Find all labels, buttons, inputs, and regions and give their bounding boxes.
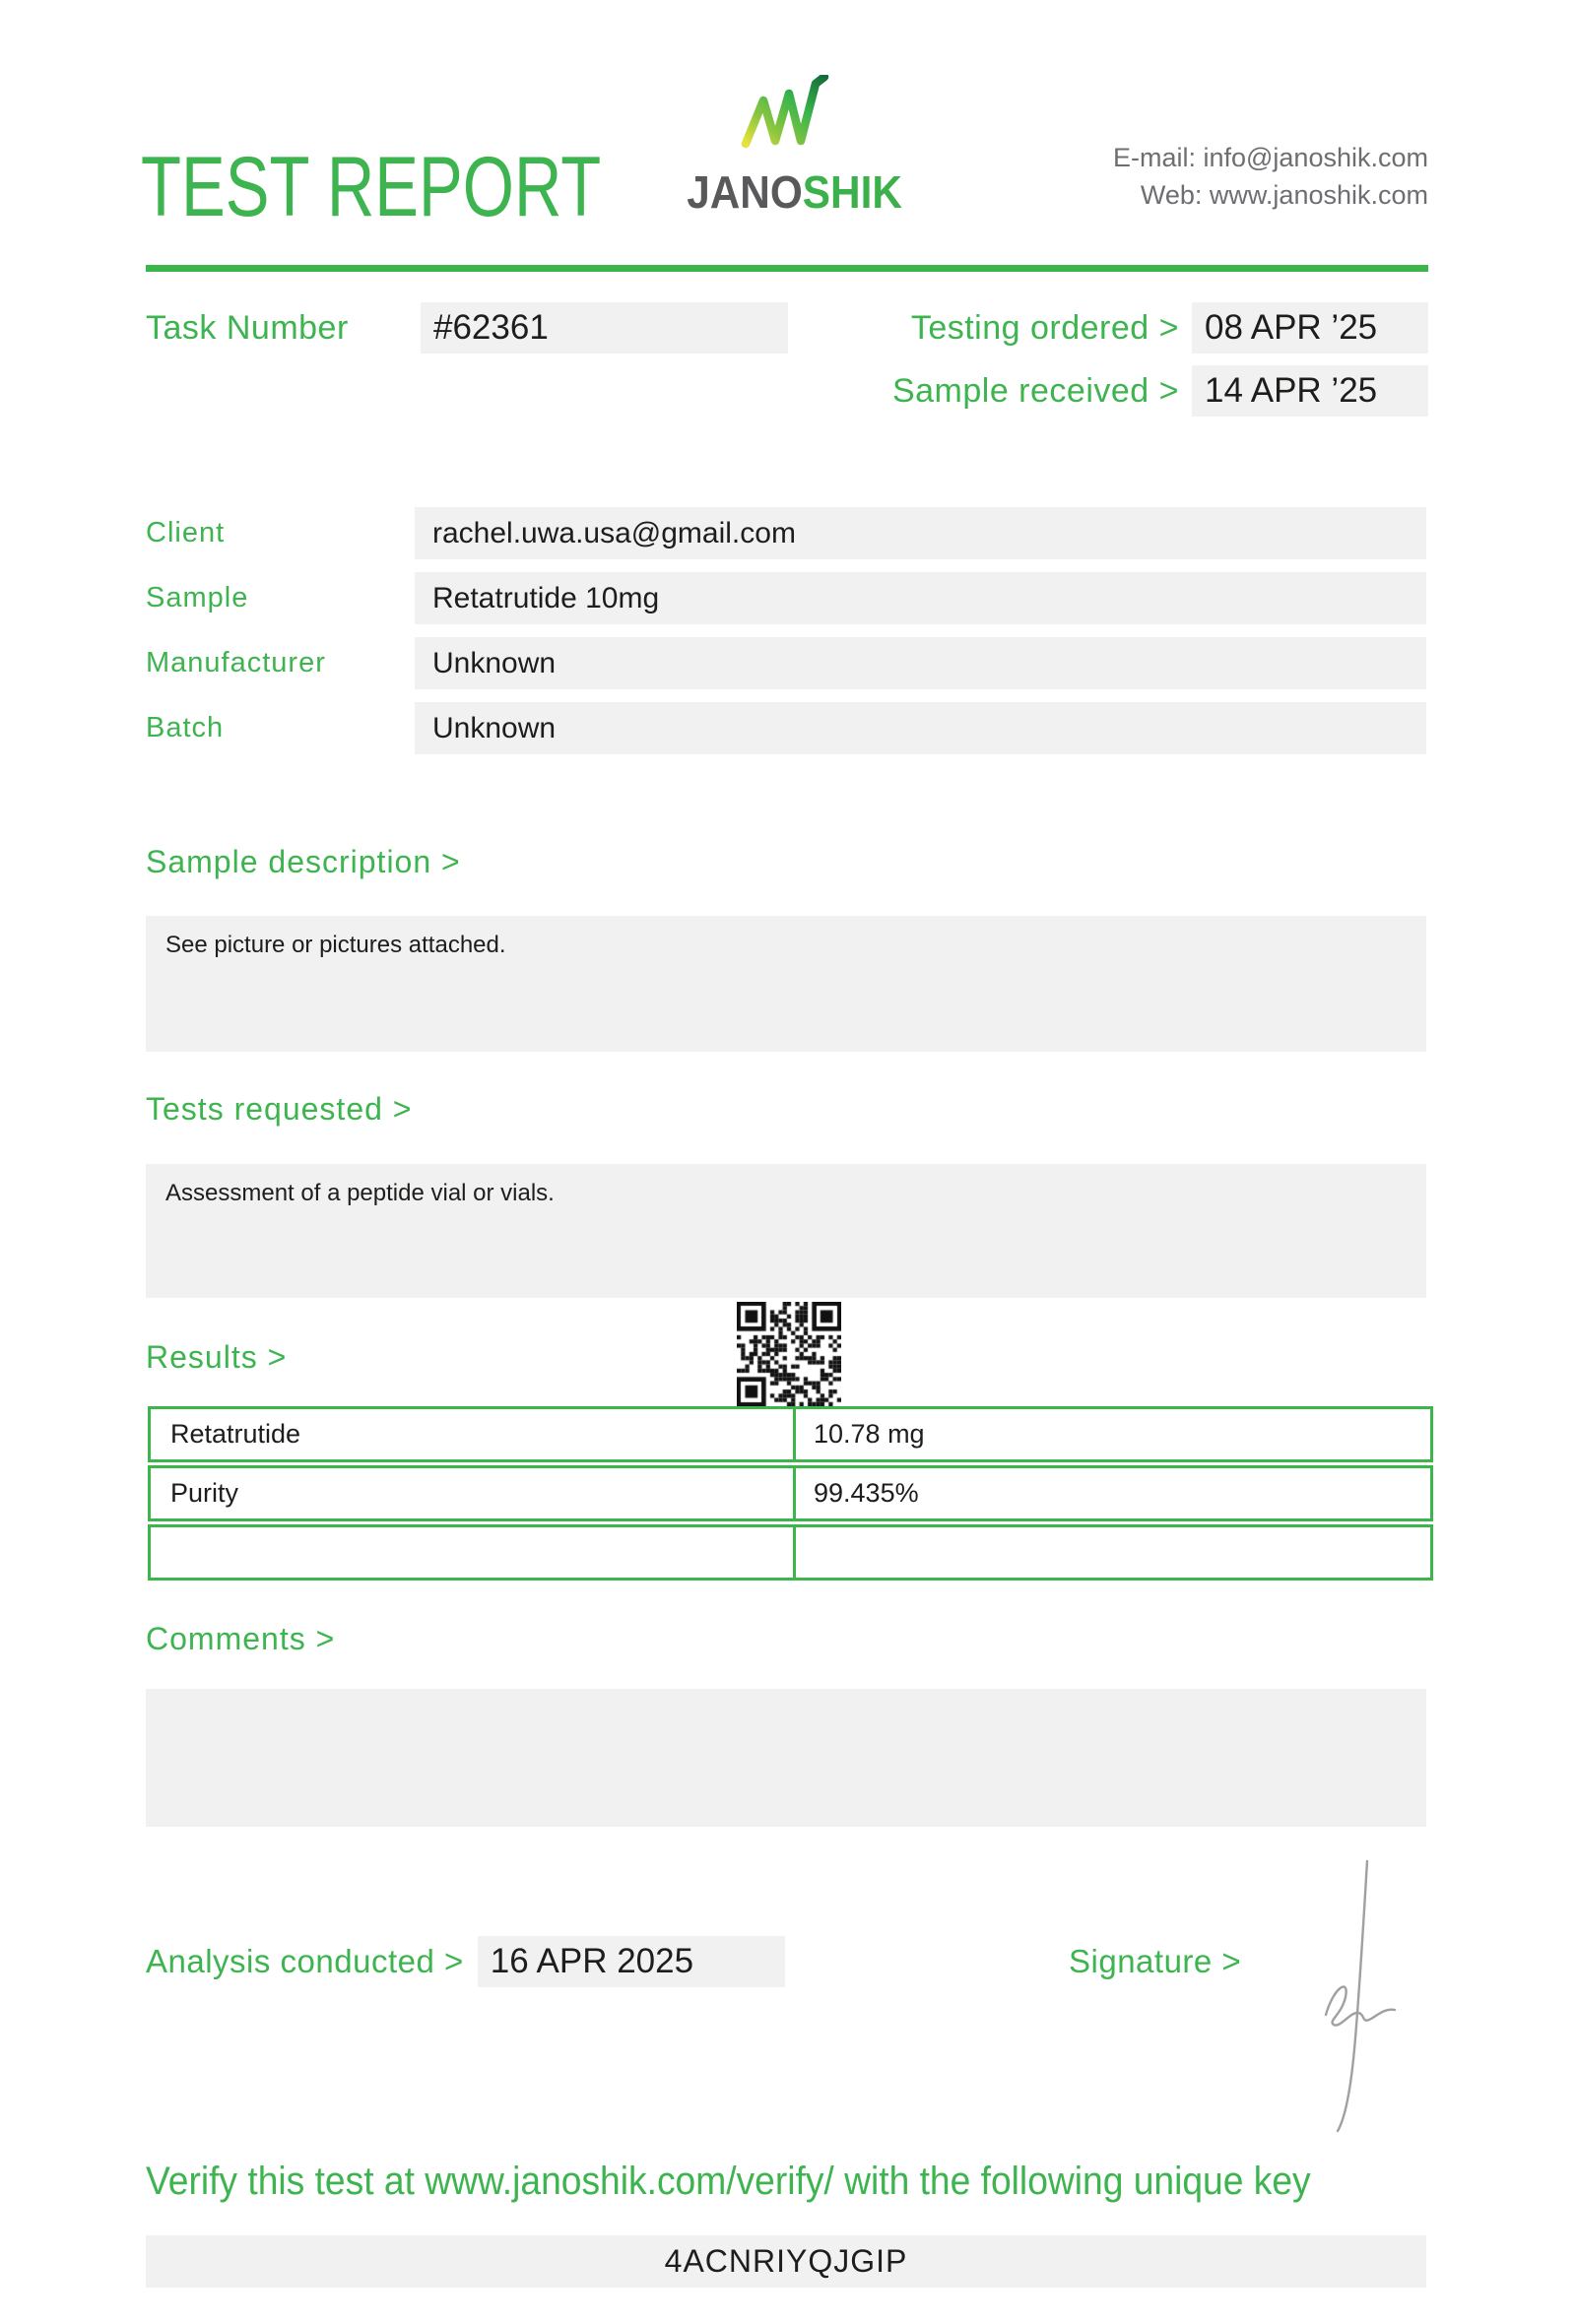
manufacturer-label: Manufacturer	[146, 647, 326, 678]
analysis-conducted-label: Analysis conducted >	[146, 1943, 464, 1979]
analysis-conducted-date: 16 APR 2025	[478, 1936, 785, 1987]
sample-received-value: 14 APR ’25	[1192, 365, 1428, 417]
verify-key: 4ACNRIYQJGIP	[146, 2235, 1426, 2288]
task-number-value: #62361	[421, 302, 788, 354]
tests-requested-box: Assessment of a peptide vial or vials.	[146, 1164, 1426, 1298]
results-table-row	[148, 1465, 1433, 1521]
client-value: rachel.uwa.usa@gmail.com	[415, 507, 1426, 559]
sample-received-label: Sample received >	[891, 371, 1179, 410]
signature-label-wrap	[1069, 1936, 1241, 1987]
info-row-manufacturer	[146, 637, 1426, 689]
sample-description-title: Sample description >	[146, 844, 461, 879]
testing-ordered-row	[837, 302, 1428, 354]
task-number-row	[146, 302, 788, 354]
testing-ordered-value: 08 APR ’25	[1192, 302, 1428, 354]
task-number-label: Task Number	[146, 308, 349, 347]
comments-box	[146, 1689, 1426, 1827]
batch-label: Batch	[146, 712, 225, 743]
result-value: 99.435%	[793, 1468, 1430, 1518]
manufacturer-value: Unknown	[415, 637, 1426, 689]
contact-web: Web: www.janoshik.com	[1140, 180, 1428, 210]
sample-received-row	[837, 365, 1428, 417]
qr-code	[737, 1302, 841, 1406]
batch-value: Unknown	[415, 702, 1426, 754]
result-name	[151, 1527, 793, 1578]
analysis-conducted-row	[146, 1936, 785, 1987]
header-divider-rule	[146, 265, 1428, 272]
tests-requested-title: Tests requested >	[146, 1091, 413, 1127]
results-table-row	[148, 1524, 1433, 1581]
info-row-sample	[146, 572, 1426, 624]
logo-text-shik: SHIK	[802, 166, 902, 218]
contact-email: E-mail: info@janoshik.com	[1112, 143, 1428, 172]
verify-instruction: Verify this test at www.janoshik.com/verify/ with the following unique key	[146, 2160, 1311, 2203]
logo-text-jano: JANO	[687, 166, 803, 218]
logo-text	[687, 166, 902, 218]
signature-scribble	[1288, 1857, 1412, 2138]
sample-value: Retatrutide 10mg	[415, 572, 1426, 624]
info-row-client	[146, 507, 1426, 559]
logo-chart-icon	[741, 75, 831, 161]
sample-description-box: See picture or pictures attached.	[146, 916, 1426, 1052]
result-name: Purity	[170, 1478, 239, 1508]
client-label: Client	[146, 517, 226, 549]
signature-label: Signature >	[1069, 1943, 1242, 1979]
page-title: TEST REPORT	[141, 140, 602, 234]
info-row-batch	[146, 702, 1426, 754]
results-table-row	[148, 1406, 1433, 1462]
testing-ordered-label: Testing ordered >	[910, 308, 1179, 347]
contact-block	[1113, 139, 1428, 214]
result-name: Retatrutide	[170, 1419, 301, 1449]
sample-label: Sample	[146, 582, 249, 613]
comments-title: Comments >	[146, 1621, 336, 1656]
results-title: Results >	[146, 1339, 288, 1375]
result-value: 10.78 mg	[793, 1409, 1430, 1459]
result-value	[793, 1527, 1430, 1578]
results-table	[148, 1406, 1433, 1583]
